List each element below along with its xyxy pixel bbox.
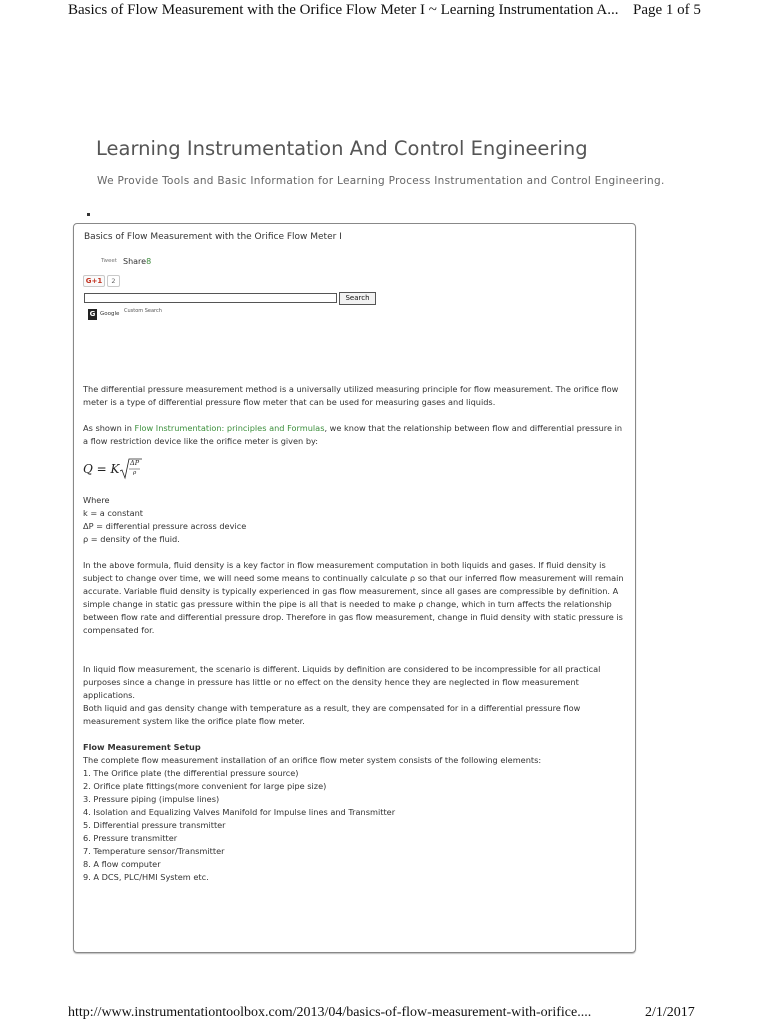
share-button[interactable] (123, 257, 151, 266)
paragraph-prefix: As shown in (83, 423, 135, 433)
paragraph-liquid (83, 663, 628, 702)
google-plus-button[interactable]: G+1 (83, 275, 105, 287)
list-item: 9. A DCS, PLC/HMI System etc. (83, 872, 209, 882)
list-item: 2. Orifice plate fittings(more convenient for large pipe size) (83, 781, 327, 791)
post-title: Basics of Flow Measurement with the Orifice Flow Meter I (84, 232, 342, 242)
print-footer-date: 2/1/2017 (645, 1005, 695, 1020)
google-icon: G (89, 310, 96, 318)
share-label: Share (123, 257, 147, 266)
google-label: Google (100, 311, 120, 317)
flow-measurement-setup (83, 741, 628, 884)
paragraph-text: In liquid flow measurement, the scenario is different. Liquids by definition are considered to be incompressible for all practical purposes since a change in pressure has little or no effect on the density hence they are neglected in flow measurement applications. (83, 664, 601, 700)
custom-search-label: Custom Search (124, 308, 162, 314)
print-header-page-number: Page 1 of 5 (633, 2, 701, 18)
definition-k: k = a constant (83, 508, 144, 518)
paragraph-gas-density (83, 559, 628, 637)
print-header-title: Basics of Flow Measurement with the Orifice Flow Meter I ~ Learning Instrumentation A... (68, 2, 619, 18)
flow-instrumentation-link[interactable]: Flow Instrumentation: principles and Formulas (134, 423, 325, 433)
definition-dp: ΔP = differential pressure across device (83, 521, 247, 531)
google-plus-count: 2 (107, 275, 120, 287)
tweet-button[interactable]: Tweet (101, 258, 117, 264)
list-item: 3. Pressure piping (impulse lines) (83, 794, 220, 804)
share-count: 8 (146, 257, 152, 266)
site-description: We Provide Tools and Basic Information for Learning Process Instrumentation and Control Engineering. (97, 175, 665, 187)
formula-lhs: Q = K (83, 462, 120, 476)
list-item: 1. The Orifice plate (the differential pressure source) (83, 768, 299, 778)
print-header (0, 0, 768, 22)
formula-numerator: ΔP (130, 459, 140, 467)
list-item: 7. Temperature sensor/Transmitter (83, 846, 225, 856)
paragraph-relationship (83, 422, 628, 448)
list-item: 8. A flow computer (83, 859, 161, 869)
list-item: 6. Pressure transmitter (83, 833, 178, 843)
paragraph-text: In the above formula, fluid density is a key factor in flow measurement computation in both liquids and gases. If fluid density is subject to change over time, we will need some means to continually calculate ρ so that our inferred flow measurement will remain accurate. Variable fluid density is typically experienced in gas flow measurement, since all gases are compressible by definition. A simple change in static gas pressure within the pipe is all that is needed to make ρ change, which in turn affects the relationship between flow rate and differential pressure drop. Therefore in gas flow measurement, change in fluid density with static pressure is compensated for. (83, 560, 624, 635)
definition-rho: ρ = density of the fluid. (83, 534, 180, 544)
paragraph-text: Both liquid and gas density change with temperature as a result, they are compensated for in a differential pressure flow measurement system like the orifice plate flow meter. (83, 703, 581, 726)
setup-heading: Flow Measurement Setup (83, 742, 201, 752)
formula-denominator: ρ (133, 470, 137, 476)
search-button[interactable]: Search (339, 292, 376, 305)
list-item: 4. Isolation and Equalizing Valves Manifold for Impulse lines and Transmitter (83, 807, 396, 817)
paragraph-intro (83, 383, 628, 409)
setup-intro: The complete flow measurement installation of an orifice flow meter system consists of the following elements: (83, 755, 542, 765)
print-footer (0, 1003, 768, 1023)
search-input[interactable] (84, 293, 337, 303)
list-item: 5. Differential pressure transmitter (83, 820, 226, 830)
paragraph-temperature (83, 702, 628, 728)
print-footer-url: http://www.instrumentationtoolbox.com/2013/04/basics-of-flow-measurement-with-orifice.... (68, 1005, 592, 1020)
paragraph-suffix: , we know that the relationship between flow and differential pressure in a flow restriction device like the orifice meter is given by: (83, 423, 623, 446)
site-title[interactable]: Learning Instrumentation And Control Engineering (96, 137, 588, 160)
paragraph-text: The differential pressure measurement method is a universally utilized measuring principle for flow measurement. The orifice flow meter is a type of differential pressure flow meter that can be used for measuring gases and liquids. (83, 384, 619, 407)
where-definitions (83, 494, 628, 546)
where-label: Where (83, 495, 110, 505)
bullet-dot (87, 213, 90, 216)
